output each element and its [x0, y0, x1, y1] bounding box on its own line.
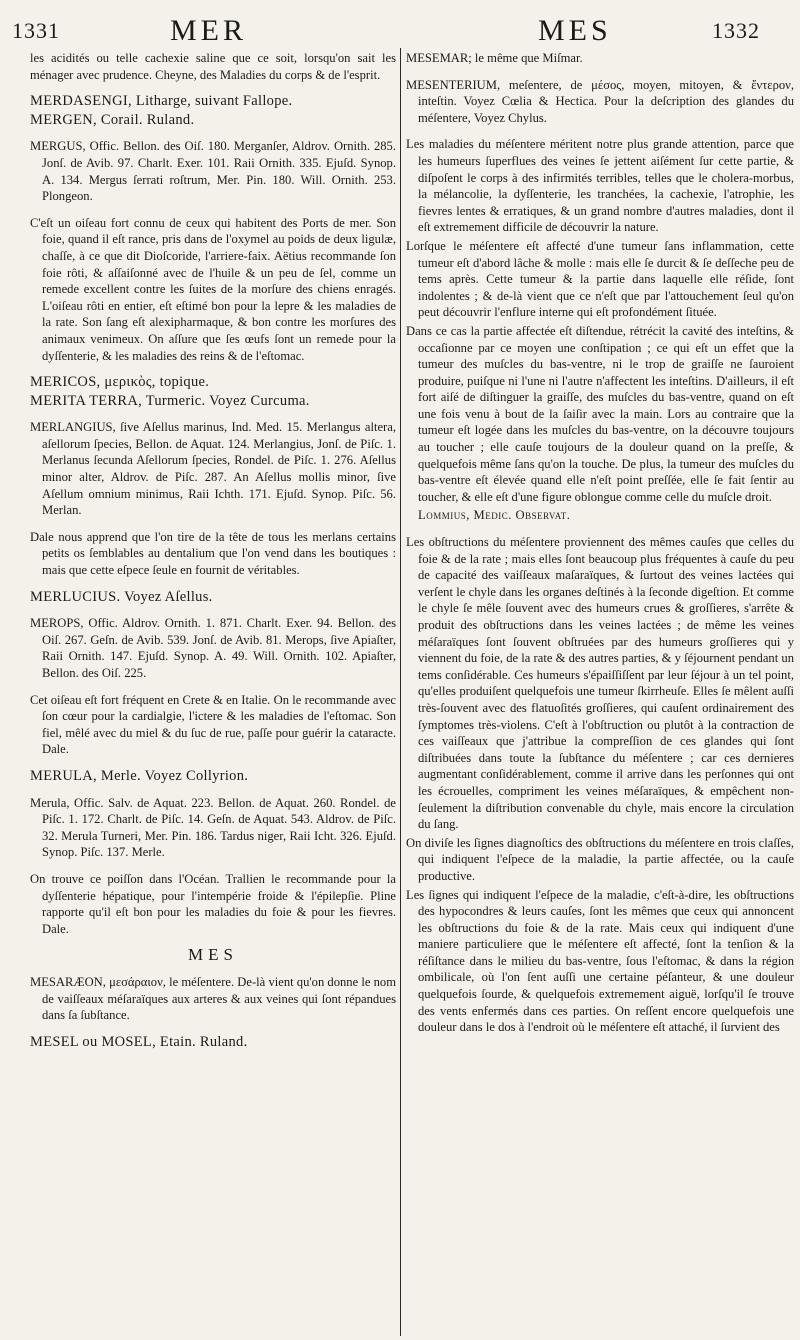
entry-merops: MEROPS, Offic. Aldrov. Ornith. 1. 871. Charlt. Exer. 94. Bellon. des Oiſ. 267. Geſn. de Avib. 539. Jonſ. de Avib. 81. Merops, ſive Apiaſter, Raii Ornith. 147. Ejuſd. Synop. A. 49. Will. Ornith. 102. Apiaſter, Bellon. des Oiſ. 225.: [30, 616, 396, 680]
entry-merula-text: On trouve ce poiſſon dans l'Océan. Trallien le recommande pour la dyſſenterie hépatique, pour l'intempérie froide & l'épilepſie. Pline rapporte qu'il eſt bon pour les maladies du foie & pour les fievres. Dale.: [30, 871, 396, 936]
entry-merlangius-text: Dale nous apprend que l'on tire de la tête de tous les merlans certains petits os ſemblables au dentalium que l'on vend dans les boutiques : mais que cette eſpece ſeule en fournit de véritables.: [30, 529, 396, 578]
right-page-number: 1332: [712, 18, 760, 43]
entry-mesemar: MESEMAR; le même que Miſmar.: [406, 51, 583, 65]
column-divider: [400, 48, 401, 1336]
paragraph-espece: Les ſignes qui indiquent l'eſpece de la maladie, c'eſt-à-dire, les obſtructions des hypocondres & leurs cauſes, ſont les mêmes que ceux qui annoncent les obſtructions du foie & de la rate. Mais ceux qui indiquent d'une maniere particuliere que le méſentere eſt affecté, ſont la tenſion & la réſiſtance dans le milieu du bas-ventre, ſous l'eſtomac, & dans la région ombilicale, où l'on ſent auſſi une certaine péſanteur, & une douleur quelquefois ſourde, & quelquefois extremement aiguë, lorſqu'il ſe trouve des vents enfermés dans ces parties. On reſſent encore quelquefois une douleur dans le dos à l'endroit où le méſentere eſt attaché, il ſurvient des: [406, 887, 794, 1035]
entry-mergen: MERGEN, Corail. Ruland.: [30, 111, 195, 128]
paragraph-tumeur: Lorſque le méſentere eſt affecté d'une tumeur ſans inflammation, cette tumeur eſt d'abord lâche & molle : mais elle ſe durcit & ſe deſſeche peu de tems après. Cette tumeur & la partie dans laquelle elle réſide, ſont indolentes ; & de-là vient que ce n'eſt que par l'attouchement ſeul qu'on peut découvrir l'enflure interne qui eſt profondément ſituée.: [406, 238, 794, 320]
entry-mesenterium: MESENTERIUM, meſentere, de μέσος, moyen, mitoyen, & ἔντερον, inteſtin. Voyez Cœlia & Hectica. Pour la deſcription des glandes du méſentere, Voyez Chylus.: [406, 77, 794, 125]
section-heading: MES: [188, 945, 238, 965]
paragraph-signes: On diviſe les ſignes diagnoſtics des obſtructions du méſentere en trois claſſes, qui indiquent l'eſpece de la maladie, la partie affectée, ou la cauſe productive.: [406, 835, 794, 883]
entry-merops-text: Cet oiſeau eſt fort fréquent en Crete & en Italie. On le recommande avec ſon cœur pour la cardialgie, l'ictere & les maladies de l'eſtomac. Son fiel, mêlé avec du miel & du ſuc de rue, paſſe pour guérir la cataracte. Dale.: [30, 692, 396, 757]
entry-continuation: les acidités ou telle cachexie saline que ce soit, lorsqu'on sait les ménager avec prudence. Cheyne, des Maladies du corps & de l'esprit.: [30, 51, 396, 82]
entry-mergus: MERGUS, Offic. Bellon. des Oiſ. 180. Merganſer, Aldrov. Ornith. 285. Jonſ. de Avib. 97. Charlt. Exer. 101. Raii Ornith. 335. Ejuſd. Synop. A. 134. Mergus ſerrati roſtrum, Mer. Pin. 180. Will. Ornith. 253. Plongeon.: [30, 139, 396, 204]
entry-merdasengi: MERDASENGI, Litharge, suivant Fallope.: [30, 93, 293, 110]
entry-merula: MERULA, Merle. Voyez Collyrion.: [30, 767, 249, 784]
left-page-number: 1331: [12, 18, 60, 43]
paragraph-obstructions: Les obſtructions du méſentere proviennent des mêmes cauſes que celles du foie & de la rate ; mais elles ſont beaucoup plus fréquentes à cauſe du peu de capacité des vaiſſeaux maſaraïques, & ſurtout des veines lactées qui verſent le chyle dans les organes deſtinés à la ſeconde digeſtion. Et comme le chyle ſe mêle ſouvent avec des humeurs crues & groſſieres, s'arrête & produit des obſtructions dans les veines lactées ; de même les veines méſaraïques ſont ſouvent obſtruées par des humeurs groſſieres qui y viennent du foie, de la rate & des autres parties, & y ſéjournent pendant un tems conſidérable. Ces humeurs s'épaiſſiſſent par leur ſéjour à un tel point, qu'elles produiſent quelquefois une tumeur ſkirrheuſe. Elles ſe mêlent auſſi très-ſouvent avec des flatuoſités groſſieres, qui cauſent ordinairement des ſymptomes très-violens. C'eſt à l'obſtruction ou plutôt à la contraction de ces vaiſſeaux que j'attribue la compreſſion de ces glandes qui ſont diſtribuées dans toute la ſubſtance du méſentere ; car ces dernieres augmentant conſidérablement, comme il arrive dans les perſonnes qui ont les écrouelles, compriment les veines méſaraïques, & empêchent non-ſeulement la diſtribution convenable du chyle, mais encore la circulation du ſang.: [406, 535, 794, 832]
right-running-head: MES: [538, 14, 612, 47]
entry-merula-refs: Merula, Offic. Salv. de Aquat. 223. Bellon. de Aquat. 260. Rondel. de Piſc. 1. 172. Charlt. de Piſc. 14. Geſn. de Aquat. 543. Aldrov. de Piſc. 32. Merula Turneri, Mer. Pin. 186. Tardus niger, Raii Icht. 326. Ejuſd. Synop. Piſc. 137. Merle.: [30, 795, 396, 860]
entry-mesaraeon: MESARÆON, μεσάραιον, le méſentere. De-là vient qu'on donne le nom de vaiſſeaux méſaraïques aux arteres & aux veines qui ſont répandues dans ſa ſubſtance.: [30, 974, 396, 1023]
entry-merita-terra: MERITA TERRA, Turmeric. Voyez Curcuma.: [30, 392, 310, 409]
left-running-head: MER: [170, 14, 248, 47]
paragraph-maladies: Les maladies du méſentere méritent notre plus grande attention, parce que les humeurs ſuperflues des veines ſe jettent aiſément ſur cette partie, & diſpoſent le corps à des infirmités terribles, telles que le cholera-morbus, la mélancolie, la dyſſenterie, les tranchées, la cachexie, l'atrophie, les fievres lentes & erratiques, & un grand nombre d'autres maladies, dont il eſt extremement difficile de découvrir la nature.: [406, 137, 794, 235]
entry-merlucius: MERLUCIUS. Voyez Aſellus.: [30, 588, 213, 605]
entry-mergus-text: C'eſt un oiſeau fort connu de ceux qui habitent des Ports de mer. Son foie, quand il eſt rance, pris dans de l'oxymel au poids de deux ligulæ, chaſſe, à ce que dit Dioſcoride, l'arriere-faix. Aëtius recommande ſon foie rôti, & aſſaiſonné avec de l'huile & un peu de ſel, comme un remede excellent contre les ſuites de la morſure des chiens enragés. L'oiſeau rôti en entier, eſt eſtimé bon pour la lepre & les maladies de la rate. Son ſang eſt alexipharmaque, & bon contre les morſures des animaux venimeux. On aſſure que ſes œufs ſont un remede pour la dyſſenterie, & les maladies des reins & de l'eſtomac.: [30, 215, 396, 363]
right-column: [406, 50, 794, 1332]
left-column: [30, 50, 396, 1332]
entry-merlangius: MERLANGIUS, ſive Aſellus marinus, Ind. Med. 15. Merlangus altera, aſellorum ſpecies, Bellon. de Aquat. 124. Merlangius, Jonſ. de Piſc. 1. Merlanus ſecunda Aſellorum ſpecies, Rondel. de Piſc. 1. 276. Aſellus minor alter, Aldrov. de Piſc. 287. An Aſellus mollis minor, ſive Aſellum omnium minimus, Raii Ichth. 171. Ejuſd. Synop. Piſc. 56. Merlan.: [30, 420, 396, 518]
entry-mericos: MERICOS, μερικὸς, topique.: [30, 374, 210, 391]
paragraph-distendue: Dans ce cas la partie affectée eſt diſtendue, rétrécit la cavité des inteſtins, & occaſionne par ce moyen une conſtipation ; ce qui eſt un effet que la tumeur des muſcles du bas-ventre, ni le trop de graiſſe ne ſauroient produire, puiſque ni l'une ni l'autre n'affectent les inteſtins. D'ailleurs, il eſt fort aiſé de diſtinguer la graiſſe, des muſcles du bas-ventre, quand on eſt une fois venu à bout de la ſaiſir avec la main. Lors au contraire que la tumeur eſt logée dans les muſcles du bas-ventre, on la découvre toujours au toucher ; elle cauſe toujours de la douleur quand on la preſſe, & quelquefois même ſans qu'on la touche. De plus, la tumeur des muſcles du bas-ventre eſt élevée quand elle n'eſt point preſſée, elle ſe fait ſentir au toucher, & elle eſt d'une figure oblongue comme celle du muſcle droit.: [406, 323, 794, 504]
citation-lommius: Lommius, Medic. Obſervat.: [418, 508, 571, 523]
entry-mesel: MESEL ou MOSEL, Etain. Ruland.: [30, 1033, 248, 1050]
